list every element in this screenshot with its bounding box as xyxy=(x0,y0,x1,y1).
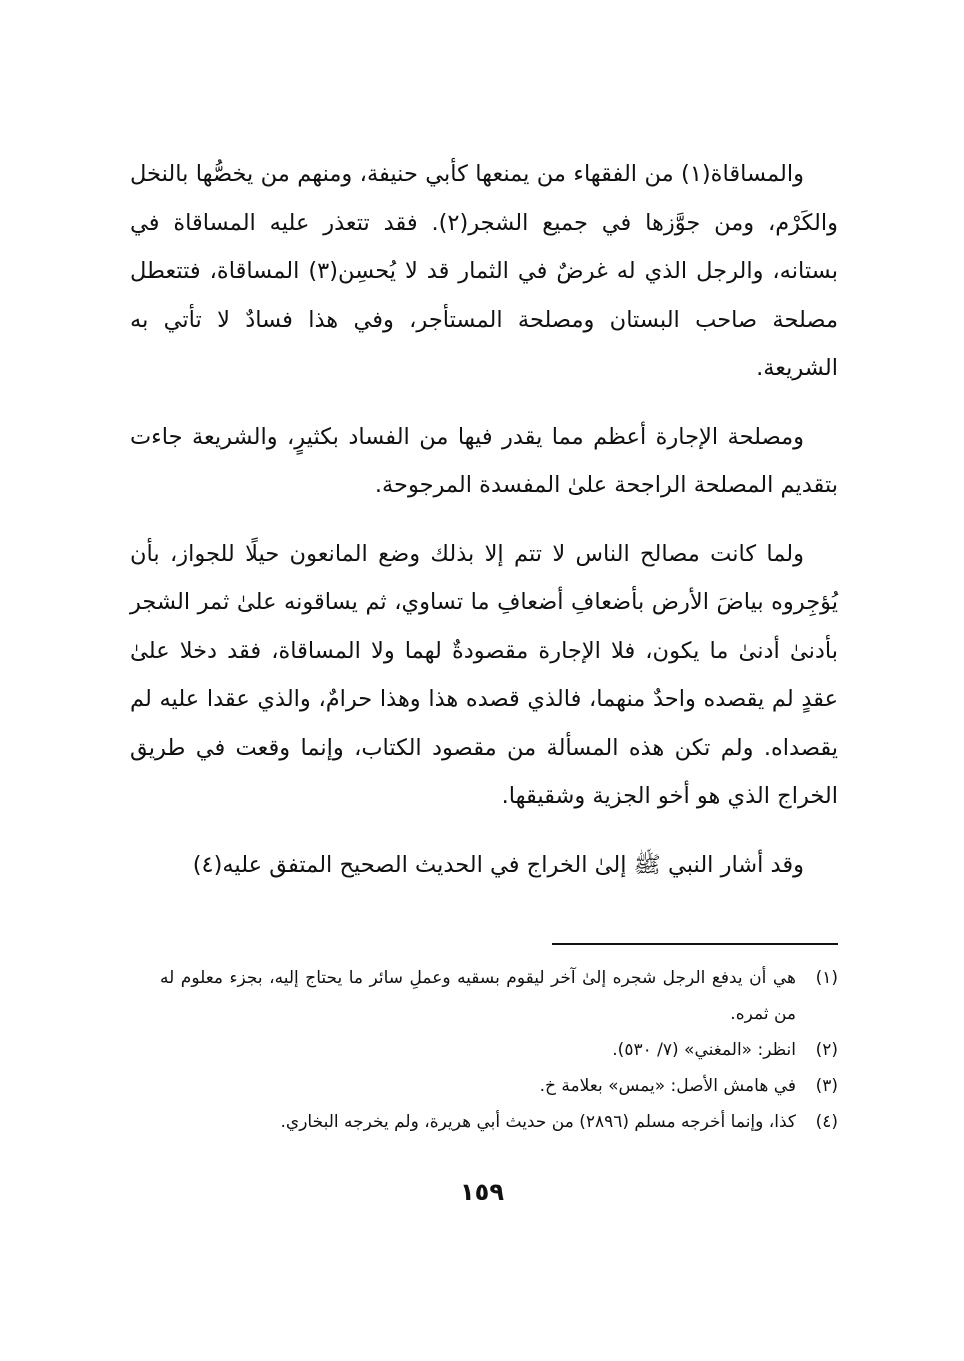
footnote-separator xyxy=(552,943,838,945)
footnote-number: (٤) xyxy=(815,1112,838,1132)
page-number: ١٥٩ xyxy=(460,1178,504,1206)
paragraph-text: ولما كانت مصالح الناس لا تتم إلا بذلك وضع المانعون حيلًا للجواز، بأن يُؤجِروه بياضَ الأرض بأضعافِ أضعافِ ما تساوي، ثم يساقونه علىٰ ثمر الشجر بأدنىٰ أدنىٰ ما يكون، فلا الإجارة مقصودةٌ لهما ولا المساقاة، فقد دخلا علىٰ عقدٍ لم يقصده واحدٌ منهما، فالذي قصده هذا وهذا حرامٌ، والذي عقدا عليه لم يقصداه. ولم تكن هذه المسألة من مقصود الكتاب، وإنما وقعت في طريق الخراج الذي هو أخو الجزية وشقيقها. xyxy=(130,540,838,809)
footnote-4 xyxy=(160,1104,838,1140)
footnote-3 xyxy=(160,1068,838,1104)
footnote-text: انظر: «المغني» (٧/ ٥٣٠). xyxy=(612,1040,796,1060)
paragraph-text: ومصلحة الإجارة أعظم مما يقدر فيها من الفساد بكثيرٍ، والشريعة جاءت بتقديم المصلحة الراجحة علىٰ المفسدة المرجوحة. xyxy=(130,423,838,498)
footnotes xyxy=(160,960,838,1140)
footnote-number: (١) xyxy=(815,968,838,988)
footnote-1 xyxy=(160,960,838,1032)
footnote-text: هي أن يدفع الرجل شجره إلىٰ آخر ليقوم بسقيه وعملِ سائر ما يحتاج إليه، بجزء معلوم له من ثمره. xyxy=(160,968,796,1024)
paragraph-text: والمساقاة(١) من الفقهاء من يمنعها كأبي حنيفة، ومنهم من يخصُّها بالنخل والكَرْم، ومن جوَّزها في جميع الشجر(٢). فقد تتعذر عليه المساقاة في بستانه، والرجل الذي له غرضٌ في الثمار قد لا يُحسِن(٣) المساقاة، فتتعطل مصلحة صاحب البستان ومصلحة المستأجر، وفي هذا فسادٌ لا تأتي به الشريعة. xyxy=(130,161,838,381)
paragraph-hiyal xyxy=(130,530,838,821)
paragraph-kharaj-hadith xyxy=(130,841,838,890)
paragraph-text: وقد أشار النبي ﷺ إلىٰ الخراج في الحديث الصحيح المتفق عليه(٤) xyxy=(192,851,804,878)
footnote-number: (٣) xyxy=(815,1076,838,1096)
footnote-number: (٢) xyxy=(815,1040,838,1060)
footnote-text: كذا، وإنما أخرجه مسلم (٢٨٩٦) من حديث أبي هريرة، ولم يخرجه البخاري. xyxy=(280,1112,796,1132)
footnote-2 xyxy=(160,1032,838,1068)
footnote-text: في هامش الأصل: «يمس» بعلامة خ. xyxy=(539,1076,796,1096)
paragraph-musaqat xyxy=(130,150,838,393)
paragraph-ijara-maslaha xyxy=(130,413,838,510)
main-text xyxy=(130,150,838,909)
